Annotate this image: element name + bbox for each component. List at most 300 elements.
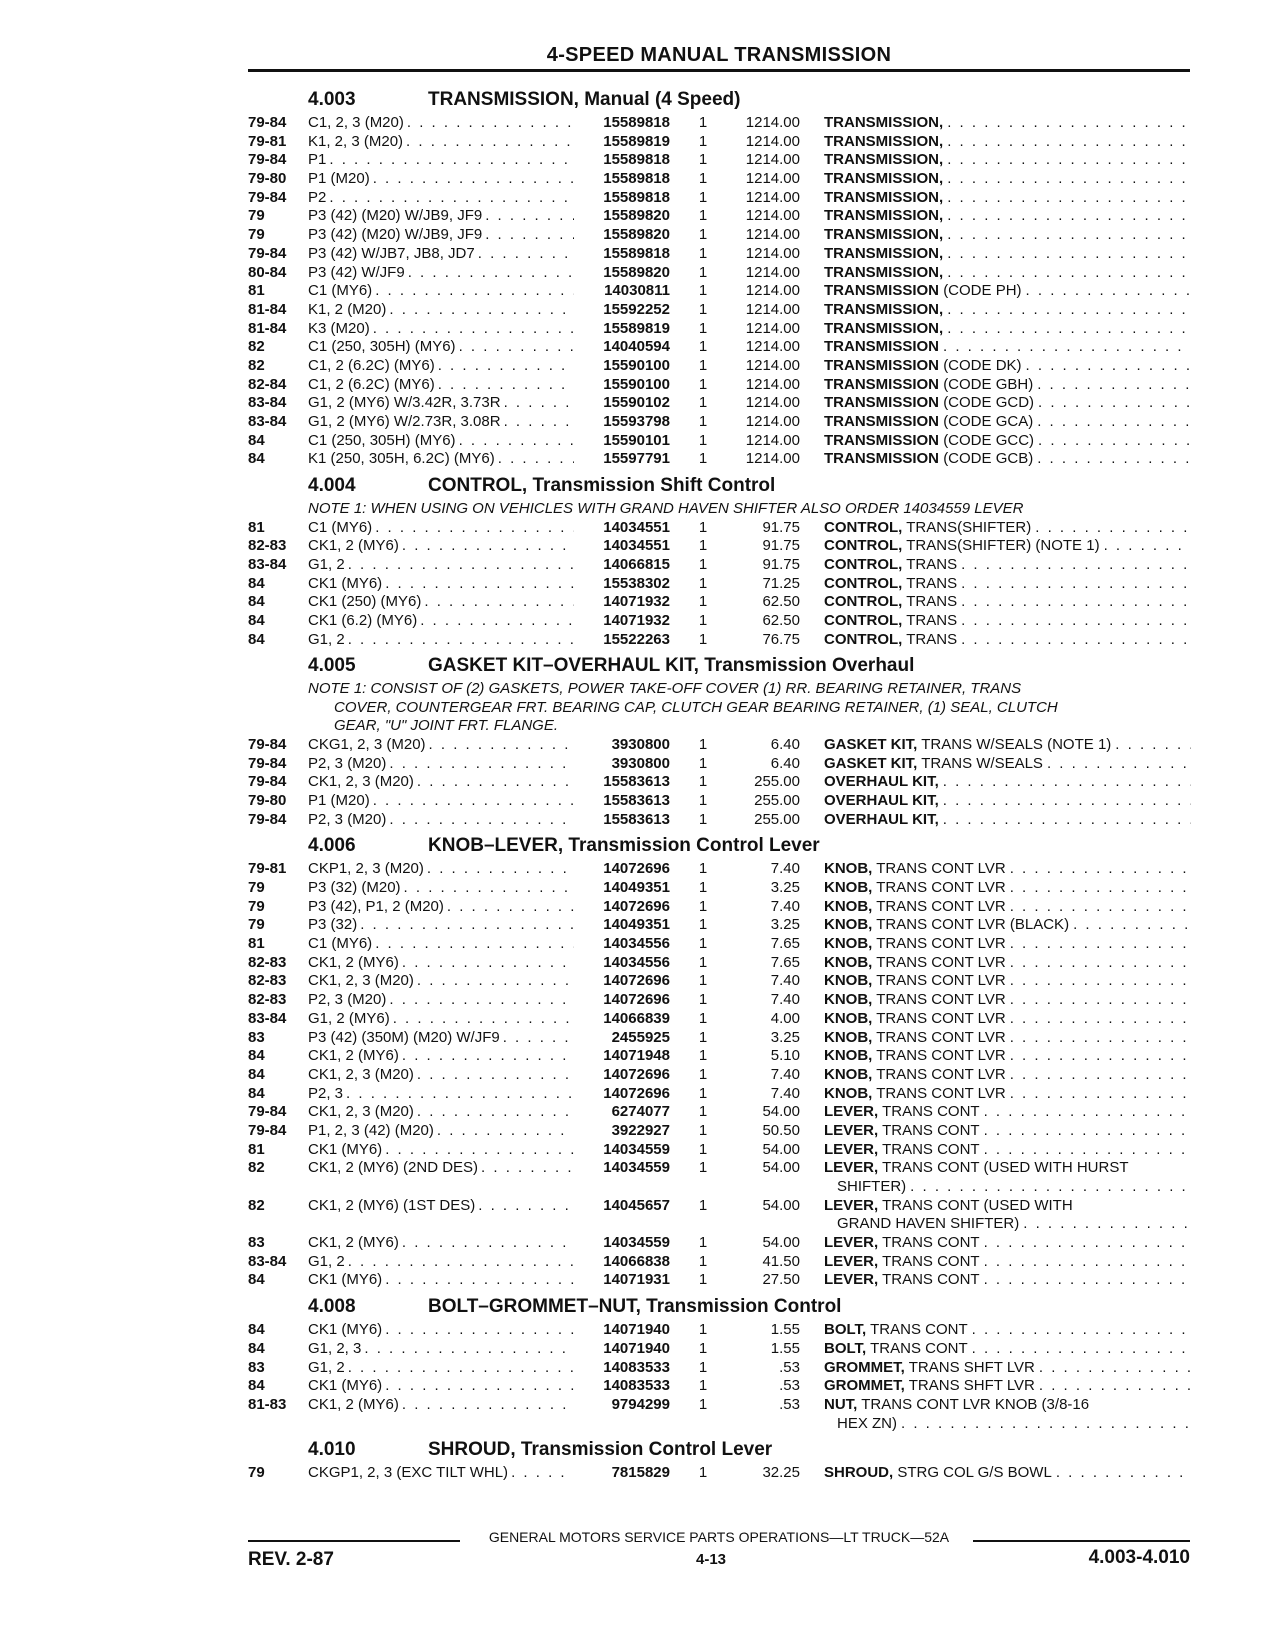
dot-leader	[348, 1253, 574, 1272]
description	[824, 916, 1191, 935]
section-title	[248, 473, 1193, 497]
part-number: 14071931	[603, 1271, 670, 1289]
section-4-006	[248, 833, 1193, 1290]
dot-leader	[1073, 916, 1191, 935]
description-line	[824, 1234, 1191, 1253]
quantity: 1	[698, 860, 708, 878]
description	[824, 1377, 1191, 1396]
description-line	[824, 1271, 1191, 1290]
description-bold: TRANSMISSION,	[824, 319, 944, 337]
description-line	[824, 1464, 1191, 1483]
description	[824, 1464, 1191, 1483]
description-text	[824, 860, 1010, 879]
year-range: 79	[248, 879, 265, 896]
model-cell	[308, 413, 574, 432]
dot-leader	[947, 189, 1191, 208]
year-range: 79-84	[248, 810, 287, 828]
dot-leader	[1056, 1464, 1191, 1483]
quantity: 1	[698, 170, 708, 188]
price: 1214.00	[745, 226, 800, 244]
quantity: 1	[698, 991, 708, 1009]
description	[824, 1234, 1191, 1253]
model-cell	[308, 1122, 574, 1141]
description-text	[824, 282, 1026, 301]
year-range: 79-84	[248, 188, 287, 206]
section-heading-rest: Transmission Shift Control	[527, 475, 776, 497]
model-cell	[308, 1047, 574, 1066]
dot-leader	[478, 1197, 574, 1216]
part-number: 14034556	[603, 953, 670, 971]
description-text	[824, 1122, 984, 1141]
description-bold: KNOB,	[824, 953, 873, 971]
model-cell	[308, 556, 574, 575]
description-text	[824, 519, 1035, 538]
dot-leader	[348, 1359, 574, 1378]
model-text: CK1, 2 (MY6)	[308, 953, 399, 971]
description-text	[824, 207, 947, 226]
description	[824, 1047, 1191, 1066]
dot-leader	[943, 792, 1191, 811]
description-bold: TRANSMISSION	[824, 356, 940, 374]
price: 91.75	[762, 555, 800, 573]
part-number: 14083533	[603, 1358, 670, 1376]
page-number: 4-13	[696, 1551, 727, 1568]
section-number: 4.003	[308, 89, 356, 110]
dot-leader	[972, 1340, 1191, 1359]
section-title	[248, 1294, 1193, 1318]
table-row	[248, 935, 1193, 954]
part-number: 14072696	[603, 1065, 670, 1083]
description-text	[824, 450, 1037, 469]
year-range: 83	[248, 1358, 265, 1376]
part-number: 14049351	[603, 879, 670, 896]
table-row	[248, 1234, 1193, 1253]
description-rest: (CODE GCC)	[943, 431, 1035, 449]
year-range: 82-83	[248, 537, 287, 555]
model-text: C1 (250, 305H) (MY6)	[308, 431, 456, 449]
description-line	[824, 575, 1191, 594]
dot-leader	[984, 1253, 1191, 1272]
part-number: 3930800	[611, 735, 670, 753]
quantity: 1	[698, 431, 708, 449]
model-text: P3 (42) (M20) W/JB9, JF9	[308, 226, 483, 244]
dot-leader	[503, 1029, 574, 1048]
dot-leader	[438, 376, 574, 395]
description-continuation	[824, 1215, 1191, 1234]
dot-leader	[511, 1464, 574, 1483]
year-range: 82-83	[248, 972, 287, 990]
model-cell	[308, 207, 574, 226]
quantity: 1	[698, 1140, 708, 1158]
description-text	[824, 376, 1037, 395]
dot-leader	[346, 1085, 574, 1104]
description	[824, 1029, 1191, 1048]
section-title	[248, 1437, 1193, 1461]
dot-leader	[438, 357, 574, 376]
description	[824, 151, 1191, 170]
description-bold: CONTROL,	[824, 555, 903, 573]
description-line	[824, 1085, 1191, 1104]
dot-leader	[504, 394, 574, 413]
part-number: 14034559	[603, 1234, 670, 1252]
price: 54.00	[762, 1159, 800, 1177]
quantity: 1	[698, 338, 708, 356]
description-bold: KNOB,	[824, 1084, 873, 1102]
table-row	[248, 755, 1193, 774]
part-number: 15589818	[603, 151, 670, 169]
model-cell	[308, 1197, 574, 1216]
description-bold: TRANSMISSION,	[824, 226, 944, 244]
part-number: 14071932	[603, 612, 670, 629]
description-rest: TRANS CONT LVR	[876, 991, 1006, 1009]
description-line	[824, 1029, 1191, 1048]
description-text	[824, 593, 961, 612]
model-cell	[308, 133, 574, 152]
description-rest: (CODE GBH)	[943, 375, 1034, 393]
description	[824, 338, 1191, 357]
model-text: G1, 2	[308, 1252, 345, 1270]
model-cell	[308, 1340, 574, 1359]
dot-leader	[1039, 1377, 1191, 1396]
table-row	[248, 151, 1193, 170]
price: 3.25	[770, 879, 800, 896]
year-range: 84	[248, 431, 265, 449]
dot-leader	[329, 189, 574, 208]
description-rest: (CODE GCB)	[943, 450, 1034, 468]
part-number: 14072696	[603, 991, 670, 1009]
table-row	[248, 1029, 1193, 1048]
description-bold: KNOB,	[824, 897, 873, 915]
year-range: 81-84	[248, 319, 287, 337]
model-cell	[308, 376, 574, 395]
price: 1214.00	[745, 375, 800, 393]
model-cell	[308, 282, 574, 301]
dot-leader	[984, 1103, 1191, 1122]
dot-leader	[406, 133, 574, 152]
description-line	[824, 612, 1191, 631]
year-range: 82	[248, 1159, 265, 1177]
dot-leader	[373, 320, 574, 339]
dot-leader	[984, 1122, 1191, 1141]
description-text	[824, 612, 961, 631]
price: 1214.00	[745, 244, 800, 262]
price: 1214.00	[745, 394, 800, 412]
model-text: CK1, 2 (MY6)	[308, 1234, 399, 1252]
description-rest: TRANS	[906, 612, 958, 629]
section-heading-bold: CONTROL,	[428, 475, 528, 497]
description-line	[824, 133, 1191, 152]
description	[824, 1321, 1191, 1340]
description	[824, 1085, 1191, 1104]
description-rest: TRANS CONT LVR	[876, 1065, 1006, 1083]
model-text: P3 (42), P1, 2 (M20)	[308, 897, 444, 915]
dot-leader	[984, 1234, 1191, 1253]
description-bold: LEVER,	[824, 1196, 879, 1214]
model-text: C1 (250, 305H) (MY6)	[308, 338, 456, 356]
description-cont-text: GRAND HAVEN SHIFTER)	[837, 1215, 1020, 1233]
model-text: G1, 2, 3	[308, 1339, 362, 1357]
dot-leader	[385, 1377, 574, 1396]
description-text	[824, 792, 943, 811]
model-text: CKGP1, 2, 3 (EXC TILT WHL)	[308, 1464, 509, 1482]
part-number: 15589818	[603, 244, 670, 262]
year-range: 81	[248, 1140, 265, 1158]
description-text	[824, 537, 1104, 556]
model-text: C1 (MY6)	[308, 282, 373, 300]
description-text	[824, 935, 1010, 954]
description-text	[824, 879, 1010, 898]
table-row	[248, 357, 1193, 376]
part-number: 15589820	[603, 263, 670, 281]
description-bold: GROMMET,	[824, 1358, 905, 1376]
model-text: P3 (42) (M20) W/JB9, JF9	[308, 207, 483, 225]
description	[824, 898, 1191, 917]
quantity: 1	[698, 773, 708, 791]
quantity: 1	[698, 555, 708, 573]
dot-leader	[1037, 413, 1191, 432]
description	[824, 226, 1191, 245]
description	[824, 860, 1191, 879]
section-heading-bold: SHROUD,	[428, 1439, 516, 1461]
model-cell	[308, 394, 574, 413]
year-range: 81-84	[248, 300, 287, 318]
description-rest: TRANS CONT	[882, 1140, 980, 1158]
model-cell	[308, 612, 574, 631]
table-row	[248, 898, 1193, 917]
part-number: 14072696	[603, 860, 670, 878]
year-range: 84	[248, 1271, 265, 1289]
dot-leader	[961, 575, 1191, 594]
description-bold: KNOB,	[824, 1065, 873, 1083]
price: 7.40	[770, 991, 800, 1009]
description-line	[824, 264, 1191, 283]
description-line	[824, 1396, 1191, 1415]
year-range: 79-80	[248, 170, 287, 188]
model-text: K1, 2 (M20)	[308, 300, 387, 318]
part-number: 6274077	[611, 1103, 670, 1121]
description-bold: TRANSMISSION,	[824, 114, 944, 131]
description	[824, 432, 1191, 451]
description-bold: TRANSMISSION	[824, 394, 940, 412]
year-range: 79	[248, 207, 265, 225]
model-text: CK1 (MY6)	[308, 1377, 383, 1395]
description-text	[824, 1066, 1010, 1085]
price: 6.40	[770, 754, 800, 772]
description	[824, 631, 1191, 650]
section-4-005	[248, 653, 1193, 829]
footer-rule-right	[973, 1540, 1190, 1542]
description-line	[824, 1122, 1191, 1141]
description-bold: TRANSMISSION	[824, 450, 940, 468]
price: 7.40	[770, 1084, 800, 1102]
table-row	[248, 612, 1193, 631]
part-number: 7815829	[611, 1464, 670, 1482]
description-rest: TRANS CONT LVR	[876, 1028, 1006, 1046]
description-rest: TRANS	[906, 555, 958, 573]
model-text: CK1 (MY6)	[308, 1271, 383, 1289]
dot-leader	[498, 450, 574, 469]
model-text: C1 (MY6)	[308, 518, 373, 536]
price: 54.00	[762, 1234, 800, 1252]
dot-leader	[417, 972, 574, 991]
quantity: 1	[698, 754, 708, 772]
description-rest: (CODE PH)	[943, 282, 1022, 300]
dot-leader	[1038, 432, 1191, 451]
description-rest: TRANS	[906, 593, 958, 611]
table-row	[248, 1359, 1193, 1378]
description-bold: KNOB,	[824, 972, 873, 990]
description-text	[824, 245, 947, 264]
description-text	[824, 1321, 972, 1340]
table-row	[248, 189, 1193, 208]
revision-date: REV. 2-87	[248, 1549, 334, 1570]
section-heading	[428, 1439, 772, 1461]
year-range: 79-84	[248, 1121, 287, 1139]
parts-catalog	[248, 83, 1193, 1483]
year-range: 79-84	[248, 244, 287, 262]
description-line	[824, 1066, 1191, 1085]
year-range: 82-84	[248, 375, 287, 393]
table-row	[248, 811, 1193, 830]
description-bold: TRANSMISSION,	[824, 207, 944, 225]
model-cell	[308, 264, 574, 283]
part-number: 15589818	[603, 170, 670, 188]
description-bold: KNOB,	[824, 1047, 873, 1065]
model-cell	[308, 1253, 574, 1272]
description-bold: KNOB,	[824, 1009, 873, 1027]
model-text: C1, 2, 3 (M20)	[308, 114, 404, 131]
description-rest: TRANS CONT (USED WITH	[882, 1196, 1073, 1214]
model-cell	[308, 935, 574, 954]
description	[824, 1122, 1191, 1141]
price: 1214.00	[745, 114, 800, 131]
description-bold: KNOB,	[824, 935, 873, 953]
description	[824, 935, 1191, 954]
model-cell	[308, 1010, 574, 1029]
description-continuation	[824, 1178, 1191, 1197]
model-cell	[308, 1141, 574, 1160]
description	[824, 450, 1191, 469]
description	[824, 519, 1191, 538]
price: 1214.00	[745, 282, 800, 300]
price: .53	[779, 1395, 800, 1413]
dot-leader	[1010, 1066, 1191, 1085]
table-row	[248, 972, 1193, 991]
part-number: 14083533	[603, 1377, 670, 1395]
description-text	[824, 133, 947, 152]
description-text	[824, 338, 943, 357]
price: 50.50	[762, 1121, 800, 1139]
model-text: CKG1, 2, 3 (M20)	[308, 735, 426, 753]
year-range: 84	[248, 1047, 265, 1065]
description-bold: KNOB,	[824, 860, 873, 878]
description	[824, 1010, 1191, 1029]
description	[824, 413, 1191, 432]
dot-leader	[1115, 736, 1191, 755]
year-range: 84	[248, 574, 265, 592]
description-text	[824, 1359, 1039, 1378]
description-bold: KNOB,	[824, 916, 873, 934]
description-text	[824, 114, 947, 133]
table-row	[248, 1085, 1193, 1104]
dot-leader	[385, 1141, 574, 1160]
table-row	[248, 631, 1193, 650]
quantity: 1	[698, 1321, 708, 1339]
description-text	[824, 394, 1038, 413]
section-number: 4.004	[308, 475, 356, 497]
model-cell	[308, 792, 574, 811]
table-row	[248, 593, 1193, 612]
table-row	[248, 736, 1193, 755]
description-line	[824, 1141, 1191, 1160]
quantity: 1	[698, 375, 708, 393]
description-bold: LEVER,	[824, 1271, 879, 1289]
table-row	[248, 114, 1193, 133]
part-number: 14072696	[603, 972, 670, 990]
section-heading-rest: Transmission Control Lever	[515, 1439, 773, 1461]
quantity: 1	[698, 897, 708, 915]
section-number: 4.008	[308, 1296, 356, 1318]
dot-leader	[1026, 282, 1191, 301]
year-range: 83-84	[248, 413, 287, 430]
dot-leader	[947, 301, 1191, 320]
description-line	[824, 245, 1191, 264]
model-cell	[308, 972, 574, 991]
year-range: 82	[248, 356, 265, 374]
description-bold: CONTROL,	[824, 518, 903, 536]
dot-leader	[437, 1122, 574, 1141]
description-text	[824, 264, 947, 283]
section-4-010	[248, 1437, 1193, 1483]
table-row	[248, 1271, 1193, 1290]
part-number: 14034551	[603, 518, 670, 536]
price: .53	[779, 1377, 800, 1395]
year-range: 84	[248, 450, 265, 468]
dot-leader	[943, 338, 1191, 357]
year-range: 79-84	[248, 735, 287, 753]
note-line: NOTE 1: WHEN USING ON VEHICLES WITH GRAND HAVEN SHIFTER ALSO ORDER 14034559 LEVER	[308, 500, 1024, 518]
table-row	[248, 1377, 1193, 1396]
price: 54.00	[762, 1103, 800, 1121]
year-range: 82-83	[248, 953, 287, 971]
dot-leader	[961, 612, 1191, 631]
description-line	[824, 282, 1191, 301]
description-line	[824, 519, 1191, 538]
description-rest: TRANS CONT LVR KNOB (3/8-16	[861, 1395, 1090, 1413]
description	[824, 537, 1191, 556]
model-text: P3 (42) W/JB7, JB8, JD7	[308, 244, 475, 262]
quantity: 1	[698, 1047, 708, 1065]
model-text: G1, 2 (MY6)	[308, 1009, 390, 1027]
dot-leader	[947, 207, 1191, 226]
model-text: P2, 3	[308, 1084, 344, 1102]
quantity: 1	[698, 282, 708, 300]
description-rest: TRANS CONT	[882, 1103, 980, 1121]
description-bold: GASKET KIT,	[824, 754, 918, 772]
dot-leader	[1010, 1047, 1191, 1066]
description-line	[824, 226, 1191, 245]
dot-leader	[329, 151, 574, 170]
part-number: 15589819	[603, 319, 670, 337]
table-row	[248, 245, 1193, 264]
table-row	[248, 792, 1193, 811]
description-line	[824, 593, 1191, 612]
quantity: 1	[698, 413, 708, 430]
description-line	[824, 432, 1191, 451]
description-text	[824, 1159, 1132, 1178]
note-line: NOTE 1: CONSIST OF (2) GASKETS, POWER TAKE-OFF COVER (1) RR. BEARING RETAINER, TRANS	[308, 680, 1022, 698]
description-line	[824, 114, 1191, 133]
